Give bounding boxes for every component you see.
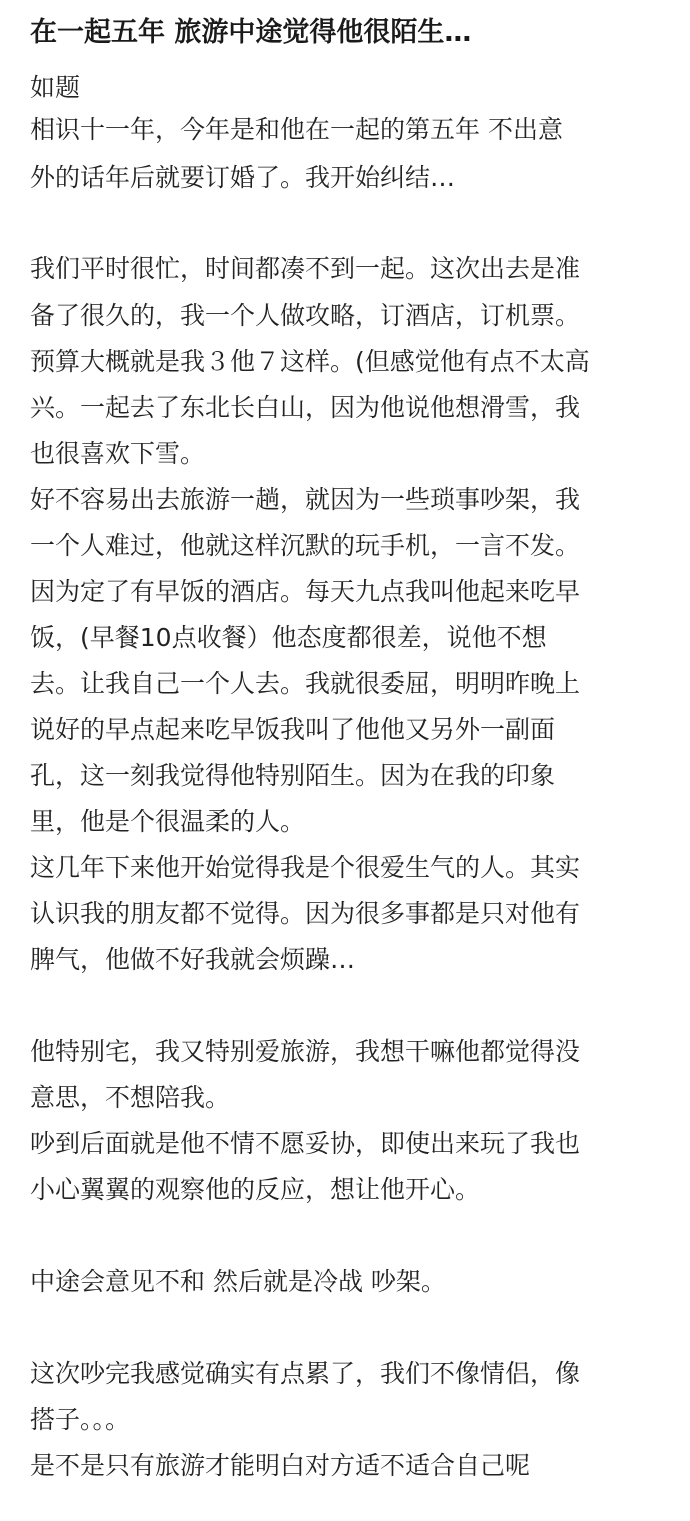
post-line: 说好的早点起来吃早饭我叫了他他又另外一副面 bbox=[30, 715, 556, 744]
post-line: 我们平时很忙，时间都凑不到一起。这次出去是准 bbox=[30, 254, 581, 283]
post-line: 好不容易出去旅游一趟，就因为一些琐事吵架，我 bbox=[30, 485, 581, 514]
post-line: 也很喜欢下雪。 bbox=[30, 439, 206, 468]
post-line: 脾气，他做不好我就会烦躁… bbox=[30, 945, 356, 974]
post-line: 中途会意见不和 然后就是冷战 吵架。 bbox=[30, 1267, 446, 1296]
post-line: 小心翼翼的观察他的反应，想让他开心。 bbox=[30, 1175, 481, 1204]
post-line: 预算大概就是我３他７这样。(但感觉他有点不太高 bbox=[30, 347, 590, 376]
post-line: 因为定了有早饭的酒店。每天九点我叫他起来吃早 bbox=[30, 577, 581, 606]
post-line: 外的话年后就要订婚了。我开始纠结… bbox=[30, 163, 456, 192]
post-line: 意思，不想陪我。 bbox=[30, 1083, 231, 1112]
post-line: 他特别宅，我又特别爱旅游，我想干嘛他都觉得没 bbox=[30, 1037, 581, 1066]
post-line: 认识我的朋友都不觉得。因为很多事都是只对他有 bbox=[30, 899, 581, 928]
post-line: 相识十一年，今年是和他在一起的第五年 不出意 bbox=[30, 115, 563, 144]
post-line: 一个人难过，他就这样沉默的玩手机，一言不发。 bbox=[30, 531, 581, 560]
post-line: 这次吵完我感觉确实有点累了，我们不像情侣，像 bbox=[30, 1359, 581, 1388]
post-line: 去。让我自己一个人去。我就很委屈，明明昨晚上 bbox=[30, 669, 581, 698]
post-title: 在一起五年 旅游中途觉得他很陌生… bbox=[30, 17, 472, 48]
post-line: 吵到后面就是他不情不愿妥协，即使出来玩了我也 bbox=[30, 1129, 581, 1158]
post-line: 备了很久的，我一个人做攻略，订酒店，订机票。 bbox=[30, 301, 581, 330]
post-line: 兴。一起去了东北长白山，因为他说他想滑雪，我 bbox=[30, 393, 581, 422]
post-line: 搭子。。。 bbox=[30, 1405, 131, 1434]
post-line: 如题 bbox=[30, 73, 81, 102]
post-line: 这几年下来他开始觉得我是个很爱生气的人。其实 bbox=[30, 853, 581, 882]
post-line: 是不是只有旅游才能明白对方适不适合自己呢 bbox=[30, 1451, 531, 1480]
post-line: 饭，(早餐10点收餐）他态度都很差，说他不想 bbox=[30, 623, 547, 652]
post-line: 里，他是个很温柔的人。 bbox=[30, 807, 306, 836]
post-line: 孔，这一刻我觉得他特别陌生。因为在我的印象 bbox=[30, 761, 556, 790]
